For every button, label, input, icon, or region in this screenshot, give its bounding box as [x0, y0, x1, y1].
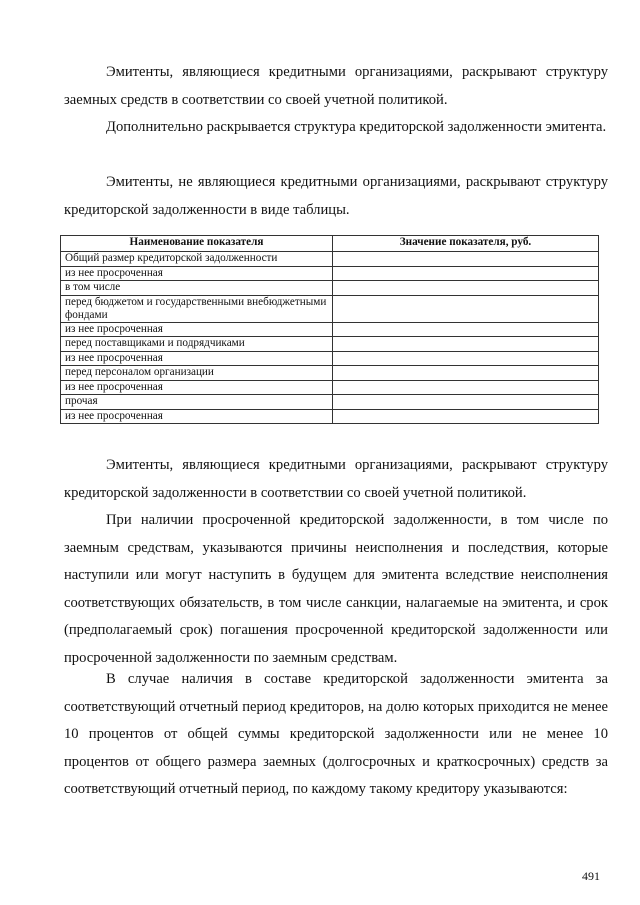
row-value-cell [333, 281, 599, 296]
row-value-cell [333, 409, 599, 424]
table-row [61, 295, 599, 322]
table-row [61, 337, 599, 352]
header-indicator-value: Значение показателя, руб. [333, 236, 599, 252]
header-indicator-name: Наименование показателя [61, 236, 333, 252]
row-label: из нее просроченная [61, 322, 333, 337]
table-row [61, 380, 599, 395]
row-value-cell [333, 252, 599, 267]
row-value-cell [333, 337, 599, 352]
row-label: из нее просроченная [61, 380, 333, 395]
row-label: в том числе [61, 281, 333, 296]
row-label: перед персоналом организации [61, 366, 333, 381]
row-value-cell [333, 266, 599, 281]
table-row [61, 252, 599, 267]
row-label: из нее просроченная [61, 351, 333, 366]
row-label: перед поставщиками и подрядчиками [61, 337, 333, 352]
row-value-cell [333, 395, 599, 410]
row-label: прочая [61, 395, 333, 410]
paragraph-major-creditors: В случае наличия в составе кредиторской задолженности эмитента за соответствующий отчетный период кредиторов, на долю которых приходится не менее 10 процентов от общей суммы кредиторской задолженности или не менее 10 процентов от общего размера заемных (долгосрочных и краткосрочных) средств за соответствующий отчетный период, по каждому такому кредитору указываются: [64, 671, 608, 797]
page-number: 491 [582, 869, 600, 883]
table-row [61, 395, 599, 410]
table-row [61, 366, 599, 381]
row-value-cell [333, 322, 599, 337]
table-row [61, 266, 599, 281]
payables-structure-table [60, 235, 599, 424]
row-value-cell [333, 380, 599, 395]
row-label: Общий размер кредиторской задолженности [61, 252, 333, 267]
paragraph-credit-orgs-borrowed-funds: Эмитенты, являющиеся кредитными организациями, раскрывают структуру заемных средств в соответствии со своей учетной политикой. [64, 64, 608, 108]
row-value-cell [333, 351, 599, 366]
row-value-cell [333, 295, 599, 322]
table-row [61, 281, 599, 296]
table-row [61, 409, 599, 424]
paragraph-non-credit-orgs-table: Эмитенты, не являющиеся кредитными организациями, раскрывают структуру кредиторской задолженности в виде таблицы. [64, 174, 608, 218]
table-row [61, 351, 599, 366]
row-label: из нее просроченная [61, 409, 333, 424]
table-header-row [61, 236, 599, 252]
paragraph-credit-orgs-payables: Эмитенты, являющиеся кредитными организациями, раскрывают структуру кредиторской задолженности в соответствии со своей учетной политикой. [64, 457, 608, 501]
row-value-cell [333, 366, 599, 381]
row-label: перед бюджетом и государственными внебюджетными фондами [61, 295, 333, 322]
paragraph-overdue-payables: При наличии просроченной кредиторской задолженности, в том числе по заемным средствам, указываются причины неисполнения и последствия, которые наступили или могут наступить в будущем для эмитента вследствие неисполнения соответствующих обязательств, в том числе санкции, налагаемые на эмитента, и срок (предполагаемый срок) погашения просроченной кредиторской задолженности или просроченной задолженности по заемным средствам. [64, 512, 608, 666]
table-row [61, 322, 599, 337]
row-label: из нее просроченная [61, 266, 333, 281]
paragraph-additional-structure: Дополнительно раскрывается структура кредиторской задолженности эмитента. [106, 119, 607, 135]
